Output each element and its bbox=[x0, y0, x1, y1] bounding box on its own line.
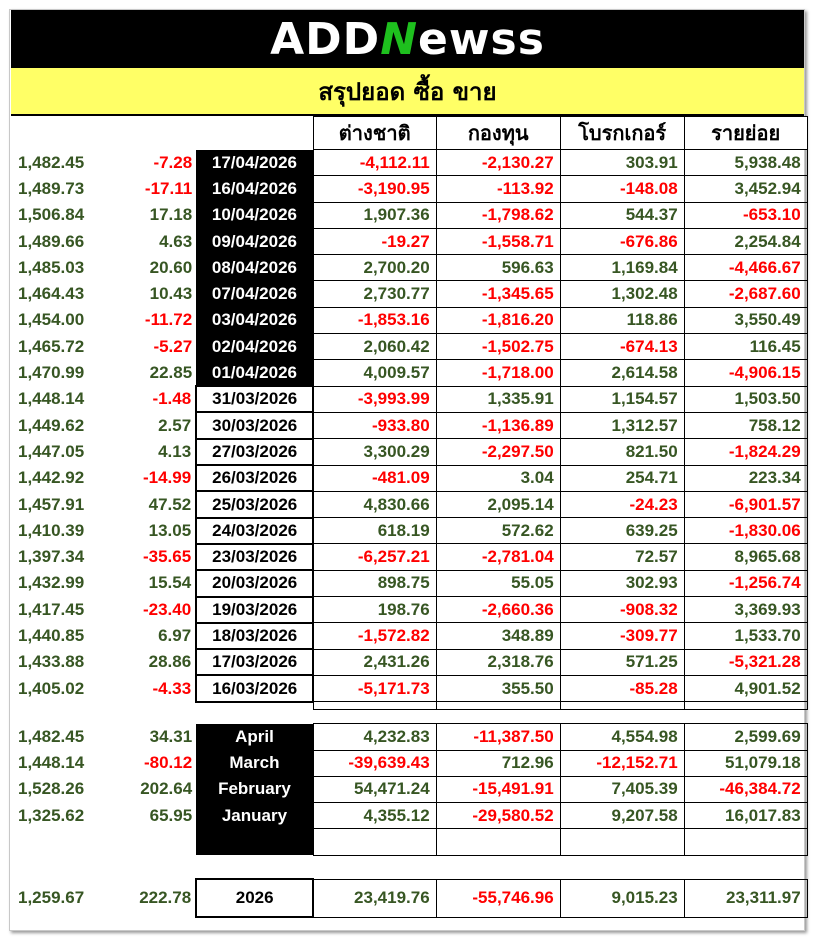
daily-broker-cell: -676.86 bbox=[560, 228, 684, 254]
daily-date-cell: 18/03/2026 bbox=[196, 623, 313, 649]
daily-date-cell: 09/04/2026 bbox=[196, 228, 313, 254]
daily-broker-cell: 2,614.58 bbox=[560, 360, 684, 386]
year-broker: 9,015.23 bbox=[560, 879, 684, 917]
daily-broker-cell: 72.57 bbox=[560, 544, 684, 570]
monthly-change-cell: 65.95 bbox=[149, 805, 193, 825]
monthly-label-cell: January bbox=[196, 803, 313, 829]
daily-row bbox=[18, 518, 807, 544]
monthly-row bbox=[18, 803, 807, 829]
daily-change-cell: 22.85 bbox=[149, 363, 193, 383]
monthly-fund-cell: -29,580.52 bbox=[436, 803, 560, 829]
empty-cell bbox=[684, 702, 807, 710]
monthly-broker-cell: 9,207.58 bbox=[560, 803, 684, 829]
monthly-label-cell: April bbox=[196, 724, 313, 750]
year-fund: -55,746.96 bbox=[436, 879, 560, 917]
year-retail: 23,311.97 bbox=[684, 879, 807, 917]
daily-date-cell: 07/04/2026 bbox=[196, 281, 313, 307]
monthly-index-cell: 1,482.45 bbox=[18, 726, 85, 746]
daily-change-cell: -5.27 bbox=[153, 336, 193, 356]
year-change: 222.78 bbox=[139, 888, 192, 908]
daily-foreign-cell: -6,257.21 bbox=[313, 544, 436, 570]
daily-retail-cell: -6,901.57 bbox=[684, 491, 807, 517]
daily-index-cell: 1,482.45 bbox=[18, 152, 85, 172]
monthly-retail-cell: 51,079.18 bbox=[684, 750, 807, 776]
header-row bbox=[18, 117, 807, 150]
monthly-index-cell: 1,448.14 bbox=[18, 753, 85, 773]
daily-date-cell: 17/03/2026 bbox=[196, 649, 313, 675]
monthly-foreign-cell: 54,471.24 bbox=[313, 776, 436, 802]
monthly-rows bbox=[18, 724, 807, 829]
daily-fund-cell: -1,816.20 bbox=[436, 307, 560, 333]
daily-fund-cell: -1,798.62 bbox=[436, 202, 560, 228]
daily-change-cell: 28.86 bbox=[148, 652, 192, 672]
daily-date-cell: 16/04/2026 bbox=[196, 176, 313, 202]
daily-date-cell: 20/03/2026 bbox=[196, 570, 313, 596]
daily-row bbox=[18, 150, 807, 176]
daily-fund-cell: 3.04 bbox=[436, 465, 560, 491]
daily-change-cell: 2.57 bbox=[158, 415, 192, 435]
header-retail: รายย่อย bbox=[684, 117, 807, 150]
gap-row bbox=[18, 855, 807, 879]
monthly-broker-cell: -12,152.71 bbox=[560, 750, 684, 776]
daily-row bbox=[18, 255, 807, 281]
daily-broker-cell: -908.32 bbox=[560, 597, 684, 623]
daily-date-cell: 01/04/2026 bbox=[196, 360, 313, 386]
daily-change-cell: -23.40 bbox=[142, 599, 192, 619]
daily-change-cell: -35.65 bbox=[142, 547, 192, 567]
daily-row bbox=[18, 412, 807, 438]
daily-index-cell: 1,417.45 bbox=[18, 599, 85, 619]
daily-index-cell: 1,449.62 bbox=[18, 415, 85, 435]
daily-foreign-cell: -481.09 bbox=[313, 465, 436, 491]
daily-row bbox=[18, 228, 807, 254]
blank-cell bbox=[18, 829, 84, 855]
daily-date-cell: 19/03/2026 bbox=[196, 597, 313, 623]
monthly-foreign-cell: -39,639.43 bbox=[313, 750, 436, 776]
monthly-index-cell: 1,325.62 bbox=[18, 805, 85, 825]
daily-retail-cell: 5,938.48 bbox=[684, 150, 807, 176]
daily-retail-cell: -4,906.15 bbox=[684, 360, 807, 386]
daily-date-cell: 27/03/2026 bbox=[196, 439, 313, 465]
daily-retail-cell: -5,321.28 bbox=[684, 649, 807, 675]
empty-cell bbox=[436, 702, 560, 710]
monthly-fund-cell: -15,491.91 bbox=[436, 776, 560, 802]
daily-row bbox=[18, 597, 807, 623]
daily-index-cell: 1,410.39 bbox=[18, 520, 85, 540]
daily-index-cell: 1,506.84 bbox=[18, 205, 85, 225]
month-blank-cell bbox=[196, 829, 313, 855]
daily-fund-cell: 55.05 bbox=[436, 570, 560, 596]
daily-index-cell: 1,440.85 bbox=[18, 625, 85, 645]
daily-date-cell: 31/03/2026 bbox=[196, 386, 313, 412]
yearly-rows bbox=[18, 879, 807, 917]
daily-change-cell: 4.13 bbox=[158, 441, 192, 461]
daily-fund-cell: -2,297.50 bbox=[436, 439, 560, 465]
daily-index-cell: 1,433.88 bbox=[18, 652, 85, 672]
daily-date-cell: 23/03/2026 bbox=[196, 544, 313, 570]
monthly-row bbox=[18, 776, 807, 802]
daily-index-cell: 1,442.92 bbox=[18, 468, 85, 488]
daily-fund-cell: -1,136.89 bbox=[436, 412, 560, 438]
daily-broker-cell: 1,169.84 bbox=[560, 255, 684, 281]
daily-fund-cell: 596.63 bbox=[436, 255, 560, 281]
monthly-retail-cell: -46,384.72 bbox=[684, 776, 807, 802]
daily-row bbox=[18, 491, 807, 517]
daily-foreign-cell: 4,830.66 bbox=[313, 491, 436, 517]
empty-cell bbox=[313, 829, 436, 855]
daily-broker-cell: 1,154.57 bbox=[560, 386, 684, 412]
daily-fund-cell: 2,318.76 bbox=[436, 649, 560, 675]
brand-header bbox=[11, 10, 804, 68]
daily-change-cell: 6.97 bbox=[158, 625, 192, 645]
daily-foreign-cell: 2,060.42 bbox=[313, 334, 436, 360]
daily-index-cell: 1,454.00 bbox=[18, 310, 85, 330]
yearly-row bbox=[18, 879, 807, 917]
daily-index-cell: 1,489.66 bbox=[18, 231, 85, 251]
daily-row bbox=[18, 334, 807, 360]
daily-fund-cell: 2,095.14 bbox=[436, 491, 560, 517]
daily-broker-cell: 571.25 bbox=[560, 649, 684, 675]
monthly-fund-cell: -11,387.50 bbox=[436, 724, 560, 750]
daily-broker-cell: 118.86 bbox=[560, 307, 684, 333]
daily-index-cell: 1,485.03 bbox=[18, 257, 85, 277]
daily-date-cell: 25/03/2026 bbox=[196, 491, 313, 517]
daily-fund-cell: -2,660.36 bbox=[436, 597, 560, 623]
daily-index-cell: 1,457.91 bbox=[18, 494, 85, 514]
daily-change-cell: -7.28 bbox=[153, 152, 193, 172]
daily-foreign-cell: 2,700.20 bbox=[313, 255, 436, 281]
monthly-label-cell: February bbox=[196, 776, 313, 802]
daily-broker-cell: -85.28 bbox=[560, 675, 684, 701]
daily-foreign-cell: 1,907.36 bbox=[313, 202, 436, 228]
daily-broker-cell: 639.25 bbox=[560, 518, 684, 544]
daily-broker-cell: 1,302.48 bbox=[560, 281, 684, 307]
daily-change-cell: 47.52 bbox=[148, 494, 192, 514]
daily-foreign-cell: 198.76 bbox=[313, 597, 436, 623]
daily-fund-cell: -1,502.75 bbox=[436, 334, 560, 360]
daily-row bbox=[18, 544, 807, 570]
daily-broker-cell: -148.08 bbox=[560, 176, 684, 202]
daily-retail-cell: 3,452.94 bbox=[684, 176, 807, 202]
daily-row bbox=[18, 675, 807, 701]
daily-index-cell: 1,448.14 bbox=[18, 389, 85, 409]
daily-fund-cell: 348.89 bbox=[436, 623, 560, 649]
daily-index-cell: 1,405.02 bbox=[18, 678, 85, 698]
daily-foreign-cell: -19.27 bbox=[313, 228, 436, 254]
daily-fund-cell: -1,345.65 bbox=[436, 281, 560, 307]
daily-retail-cell: 116.45 bbox=[684, 334, 807, 360]
daily-foreign-cell: -4,112.11 bbox=[313, 150, 436, 176]
monthly-retail-cell: 16,017.83 bbox=[684, 803, 807, 829]
daily-change-cell: -17.11 bbox=[144, 178, 193, 198]
header-spacer bbox=[18, 117, 84, 150]
daily-date-cell: 16/03/2026 bbox=[196, 675, 313, 701]
monthly-fund-cell: 712.96 bbox=[436, 750, 560, 776]
daily-change-cell: -14.99 bbox=[142, 468, 192, 488]
daily-retail-cell: -4,466.67 bbox=[684, 255, 807, 281]
monthly-row bbox=[18, 750, 807, 776]
daily-date-cell: 26/03/2026 bbox=[196, 465, 313, 491]
daily-retail-cell: -2,687.60 bbox=[684, 281, 807, 307]
empty-cell bbox=[436, 829, 560, 855]
daily-retail-cell: 3,369.93 bbox=[684, 597, 807, 623]
daily-foreign-cell: -1,572.82 bbox=[313, 623, 436, 649]
daily-change-cell: 15.54 bbox=[148, 573, 192, 593]
empty-cell bbox=[313, 702, 436, 710]
daily-change-cell: 10.43 bbox=[149, 284, 193, 304]
monthly-foreign-cell: 4,232.83 bbox=[313, 724, 436, 750]
daily-change-cell: 20.60 bbox=[149, 257, 193, 277]
daily-row bbox=[18, 570, 807, 596]
daily-fund-cell: -2,130.27 bbox=[436, 150, 560, 176]
header-spacer bbox=[196, 117, 313, 150]
monthly-row bbox=[18, 724, 807, 750]
monthly-change-cell: 202.64 bbox=[140, 779, 193, 799]
daily-foreign-cell: -3,993.99 bbox=[313, 386, 436, 412]
daily-date-cell: 17/04/2026 bbox=[196, 150, 313, 176]
daily-date-cell: 08/04/2026 bbox=[196, 255, 313, 281]
daily-index-cell: 1,470.99 bbox=[18, 363, 85, 383]
daily-date-cell: 03/04/2026 bbox=[196, 307, 313, 333]
header-spacer bbox=[84, 117, 196, 150]
header-broker: โบรกเกอร์ bbox=[560, 117, 684, 150]
monthly-foreign-cell: 4,355.12 bbox=[313, 803, 436, 829]
daily-change-cell: 17.18 bbox=[149, 205, 193, 225]
blank-cell bbox=[84, 829, 196, 855]
brand-logo bbox=[270, 14, 545, 65]
separator-spacer bbox=[18, 702, 313, 710]
daily-foreign-cell: -933.80 bbox=[313, 412, 436, 438]
daily-row bbox=[18, 465, 807, 491]
daily-date-cell: 24/03/2026 bbox=[196, 518, 313, 544]
daily-broker-cell: 254.71 bbox=[560, 465, 684, 491]
monthly-index-cell: 1,528.26 bbox=[18, 779, 85, 799]
daily-broker-cell: 544.37 bbox=[560, 202, 684, 228]
monthly-label-cell: March bbox=[196, 750, 313, 776]
header-fund: กองทุน bbox=[436, 117, 560, 150]
year-label: 2026 bbox=[196, 879, 313, 917]
daily-index-cell: 1,489.73 bbox=[18, 178, 85, 198]
daily-date-cell: 10/04/2026 bbox=[196, 202, 313, 228]
daily-row bbox=[18, 623, 807, 649]
daily-index-cell: 1,447.05 bbox=[18, 441, 85, 461]
daily-broker-cell: -674.13 bbox=[560, 334, 684, 360]
daily-retail-cell: -653.10 bbox=[684, 202, 807, 228]
daily-index-cell: 1,464.43 bbox=[18, 284, 85, 304]
daily-foreign-cell: 3,300.29 bbox=[313, 439, 436, 465]
daily-date-cell: 30/03/2026 bbox=[196, 412, 313, 438]
daily-rows bbox=[18, 150, 807, 702]
daily-broker-cell: 303.91 bbox=[560, 150, 684, 176]
monthly-broker-cell: 4,554.98 bbox=[560, 724, 684, 750]
daily-retail-cell: 1,503.50 bbox=[684, 386, 807, 412]
daily-retail-cell: -1,830.06 bbox=[684, 518, 807, 544]
monthly-change-cell: 34.31 bbox=[149, 726, 193, 746]
logo-text-add: ADD bbox=[270, 13, 381, 65]
daily-broker-cell: 821.50 bbox=[560, 439, 684, 465]
daily-foreign-cell: 618.19 bbox=[313, 518, 436, 544]
daily-broker-cell: -24.23 bbox=[560, 491, 684, 517]
daily-fund-cell: 1,335.91 bbox=[436, 386, 560, 412]
daily-row bbox=[18, 176, 807, 202]
daily-row bbox=[18, 202, 807, 228]
daily-broker-cell: 302.93 bbox=[560, 570, 684, 596]
daily-foreign-cell: 4,009.57 bbox=[313, 360, 436, 386]
daily-row bbox=[18, 649, 807, 675]
daily-fund-cell: -1,558.71 bbox=[436, 228, 560, 254]
monthly-change-cell: -80.12 bbox=[143, 753, 193, 773]
logo-text-ewss: ewss bbox=[418, 13, 545, 65]
year-foreign: 23,419.76 bbox=[313, 879, 436, 917]
daily-retail-cell: 4,901.52 bbox=[684, 675, 807, 701]
daily-foreign-cell: 2,730.77 bbox=[313, 281, 436, 307]
daily-date-cell: 02/04/2026 bbox=[196, 334, 313, 360]
daily-retail-cell: 1,533.70 bbox=[684, 623, 807, 649]
daily-foreign-cell: -1,853.16 bbox=[313, 307, 436, 333]
logo-letter-n: N bbox=[380, 13, 419, 65]
daily-foreign-cell: -5,171.73 bbox=[313, 675, 436, 701]
daily-change-cell: -1.48 bbox=[152, 389, 192, 409]
daily-retail-cell: 2,254.84 bbox=[684, 228, 807, 254]
daily-fund-cell: 572.62 bbox=[436, 518, 560, 544]
daily-row bbox=[18, 386, 807, 412]
daily-change-cell: -11.72 bbox=[144, 310, 193, 330]
daily-index-cell: 1,465.72 bbox=[18, 336, 85, 356]
monthly-broker-cell: 7,405.39 bbox=[560, 776, 684, 802]
separator-rows bbox=[18, 702, 807, 724]
daily-foreign-cell: 2,431.26 bbox=[313, 649, 436, 675]
daily-broker-cell: -309.77 bbox=[560, 623, 684, 649]
daily-broker-cell: 1,312.57 bbox=[560, 412, 684, 438]
gap-row bbox=[18, 710, 807, 724]
year-index: 1,259.67 bbox=[18, 888, 85, 908]
daily-row bbox=[18, 307, 807, 333]
daily-foreign-cell: -3,190.95 bbox=[313, 176, 436, 202]
header-foreign: ต่างชาติ bbox=[313, 117, 436, 150]
daily-retail-cell: 3,550.49 bbox=[684, 307, 807, 333]
daily-change-cell: -4.33 bbox=[152, 678, 192, 698]
daily-index-cell: 1,397.34 bbox=[18, 547, 85, 567]
empty-cell bbox=[684, 829, 807, 855]
daily-retail-cell: 223.34 bbox=[684, 465, 807, 491]
daily-index-cell: 1,432.99 bbox=[18, 573, 85, 593]
daily-foreign-cell: 898.75 bbox=[313, 570, 436, 596]
daily-retail-cell: 8,965.68 bbox=[684, 544, 807, 570]
daily-row bbox=[18, 281, 807, 307]
daily-retail-cell: -1,256.74 bbox=[684, 570, 807, 596]
page-title: สรุปยอด ซื้อ ขาย bbox=[11, 68, 804, 116]
daily-fund-cell: -1,718.00 bbox=[436, 360, 560, 386]
trading-summary-table bbox=[18, 116, 808, 918]
daily-retail-cell: 758.12 bbox=[684, 412, 807, 438]
daily-fund-cell: 355.50 bbox=[436, 675, 560, 701]
empty-cell bbox=[560, 829, 684, 855]
empty-cell bbox=[560, 702, 684, 710]
daily-fund-cell: -2,781.04 bbox=[436, 544, 560, 570]
monthly-blank bbox=[18, 829, 807, 879]
daily-change-cell: 13.05 bbox=[148, 520, 192, 540]
daily-row bbox=[18, 360, 807, 386]
monthly-retail-cell: 2,599.69 bbox=[684, 724, 807, 750]
daily-row bbox=[18, 439, 807, 465]
daily-fund-cell: -113.92 bbox=[436, 176, 560, 202]
daily-change-cell: 4.63 bbox=[159, 231, 193, 251]
daily-retail-cell: -1,824.29 bbox=[684, 439, 807, 465]
